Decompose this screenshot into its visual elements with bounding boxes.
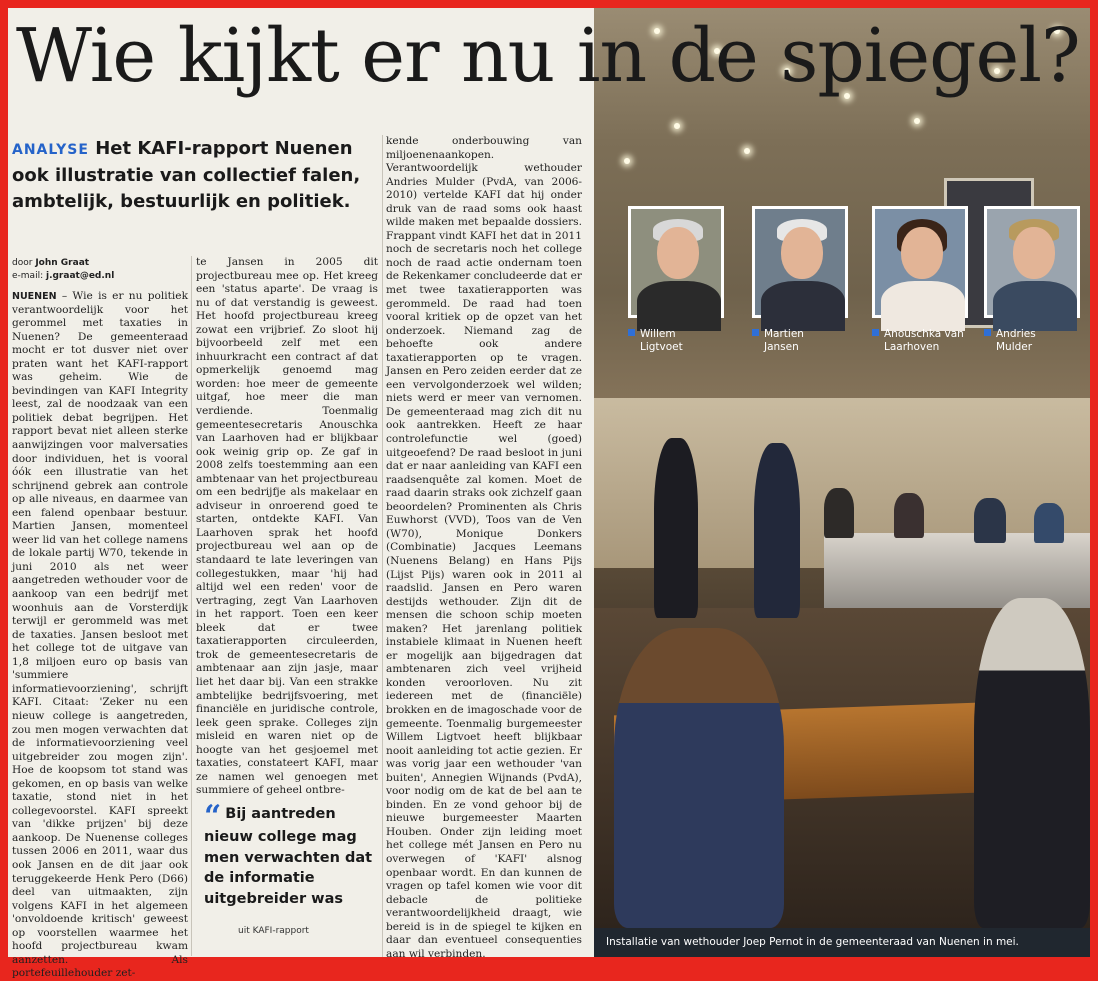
ceiling-light <box>744 148 750 154</box>
portrait-name-mulder: Andries Mulder <box>984 328 1094 354</box>
author-email[interactable]: j.graat@ed.nl <box>45 271 115 281</box>
article-column-2: te Jansen in 2005 dit projectbureau mee op. Het kreeg een 'status aparte'. De vraag is nu of dat verstandig is geweest. Het hoofd projectbureau kreeg zowat een vrijbrief. Zo sloot hij bijvoorbeeld zelf met een inhuurkracht een contract af dat opmerkelijk genoemd mag worden: hoe meer de gemeente uitgaf, hoe meer die man verdiende. Toenmalig gemeentesecretaris Anouschka van Laarhoven had er blijkbaar ook weinig grip op. Ze gaf in 2008 zelfs toestemming aan een ambtenaar van het projectbureau om een bedrijfje als makelaar en adviseur in onroerend goed te starten, ontdekte KAFI. Van Laarhoven sprak het hoofd projectbureau wel aan op de standaard te late leveringen van collegestukken, maar 'hij had altijd wel een reden' voor de vertraging, zegt Van Laarhoven in het rapport. Toen een keer bleek dat er twee taxatierapporten circuleerden, trok de gemeentesecretaris de ambtenaar aan zijn jasje, maar liet het daar bij. Van een strakke ambtelijke bedrijfsvoering, met financiële en juridische controle, leek geen sprake. Colleges zijn misleid en waren niet op de hoogte van het gesjoemel met taxaties, constateert KAFI, maar ze namen wel genoegen met summiere of geheel ontbre- <box>196 256 378 797</box>
article-kicker <box>12 136 382 215</box>
kicker-text: Het KAFI-rapport Nuenen ook illustratie van collectief falen, ambtelijk, bestuurlijk en politiek. <box>12 138 361 212</box>
ceiling-light <box>674 123 680 129</box>
page-headline: Wie kijkt er nu in de spiegel? <box>16 13 1080 99</box>
audience-person <box>614 628 784 928</box>
portrait-van-laarhoven <box>872 206 968 318</box>
newspaper-page <box>8 8 1090 980</box>
column-divider <box>382 135 383 957</box>
analysis-tag: ANALYSE <box>12 142 89 158</box>
portrait-name-jansen: Martien Jansen <box>752 328 862 354</box>
council-photo <box>594 8 1090 957</box>
portrait-name-van-laarhoven: Anouschka van Laarhoven <box>872 328 982 354</box>
seated-person <box>824 488 854 538</box>
seated-person <box>1034 503 1064 543</box>
standing-person <box>754 443 800 618</box>
portrait-ligtvoet <box>628 206 724 318</box>
portrait-name-ligtvoet: Willem Ligtvoet <box>628 328 738 354</box>
byline: door John Graat e-mail: j.graat@ed.nl <box>12 258 115 281</box>
pull-quote: “ Bij aantreden nieuw college mag men verwachten dat de informatie uitgebreider was <box>204 799 373 907</box>
article-column-3: kende onderbouwing van miljoenenaankopen. Verantwoordelijk wethouder Andries Mulder (PvdA, van 2006-2010) vertelde KAFI dat hij onder druk van de raad soms ook haast wilde maken met bepaalde dossiers. Frappant vindt KAFI het dat in 2011 noch de secretaris noch het college noch de raad actie ondernam toen de Rekenkamer concludeerde dat er met twee taxatierapporten was gerommeld. De raad had toen vooral kritiek op de opzet van het onderzoek. Niemand zag de behoefte ook andere taxatierapporten op te vragen. Jansen en Pero zeiden eerder dat ze een vervolgonderzoek wel wilden; niets werd er meer van vernomen. De gemeenteraad mag zich dit nu ook aantrekken. Heeft ze haar controlefunctie wel (goed) uitgeoefend? De raad besloot in juni dat er naar aanleiding van KAFI een raadsenquête zal komen. Moet de raad daarin straks ook zichzelf gaan beoordelen? Prominenten als Chris Euwhorst (VVD), Toos van de Ven (W70), Monique Donkers (Combinatie) Jacques Leemans (Nuenens Belang) en Hans Pijs (Lijst Pijs) waren ook in 2011 al raadslid. Jansen en Pero waren destijds wethouder. Zijn dit de mensen die schoon schip moeten maken? Het jarenlang politiek instabiele klimaat in Nuenen heeft er mogelijk aan bijgedragen dat ambtenaren zich veel vrijheid konden veroorloven. Nu zit iedereen met de (financiële) brokken en de imagoschade voor de gemeente. Toenmalig burgemeester Willem Ligtvoet heeft blijkbaar nooit aanleiding tot actie gezien. Er was vorig jaar een wethouder 'van buiten', Annegien Wijnands (PvdA), voor nodig om de kat de bel aan te binden. En ze vond gehoor bij de nieuwe burgemeester Maarten Houben. Onder zijn leiding moet het college mét Jansen en Pero nu overwegen of 'KAFI' alsnog openbaar wordt. En dan kunnen de vragen op tafel komen wie voor dit debacle de politieke verantwoordelijkheid draagt, wie bereid is in de spiegel te kijken en daar dan eventueel consequenties aan wil verbinden. <box>386 135 582 960</box>
article-column-1: NUENEN – Wie is er nu politiek verantwoordelijk voor het gerommel met taxaties in Nuenen? De gemeenteraad mocht er tot dusver niet over praten want het KAFI-rapport was geheim. Wie de bevindingen van KAFI Integrity leest, zal de noodzaak van een politiek debat begrijpen. Het rapport bevat niet alleen sterke aanwijzingen voor malversaties door individuen, het is vooral óók een illustratie van het schrijnend gebrek aan controle op alle niveaus, en daarmee van een falend openbaar bestuur. Martien Jansen, momenteel weer lid van het college namens de lokale partij W70, tekende in juni 2010 als net weer aangetreden wethouder voor de aankoop van een bedrijf met woonhuis aan de Vorsterdijk terwijl er gerommeld was met de taxaties. Jansen besloot met het college tot de uitgave van 1,8 miljoen euro op basis van 'summiere informatievoorziening', schrijft KAFI. Citaat: 'Zeker nu een nieuw college is aangetreden, zou men mogen verwachten dat de informatievoorziening veel uitgebreider zou mogen zijn'. Hoe de koopsom tot stand was gekomen, en op basis van welke taxatie, stond niet in het collegevoorstel. KAFI spreekt van 'dikke prijzen' bij deze aankoop. De Nuenense colleges tussen 2006 en 2011, waar dus ook Jansen en de dit jaar ook teruggekeerde Henk Pero (D66) deel van uitmaakten, zijn volgens KAFI in het algemeen 'onvoldoende kritisch' geweest op voorstellen waarmee het hoofd projectbureau kwam aanzetten. Als portefeuillehouder zet- <box>12 290 188 980</box>
audience-person <box>974 598 1090 928</box>
seated-person <box>894 493 924 538</box>
portrait-jansen <box>752 206 848 318</box>
photo-caption: Installatie van wethouder Joep Pernot in de gemeenteraad van Nuenen in mei. <box>594 928 1090 957</box>
column-divider <box>191 256 192 956</box>
ceiling-light <box>914 118 920 124</box>
author-name: John Graat <box>35 258 90 268</box>
pull-quote-source: uit KAFI-rapport <box>238 926 309 936</box>
dateline: NUENEN <box>12 291 57 302</box>
quote-mark-icon: “ <box>204 799 222 834</box>
seated-person <box>974 498 1006 543</box>
portrait-mulder <box>984 206 1080 318</box>
ceiling-light <box>624 158 630 164</box>
standing-person <box>654 438 698 618</box>
